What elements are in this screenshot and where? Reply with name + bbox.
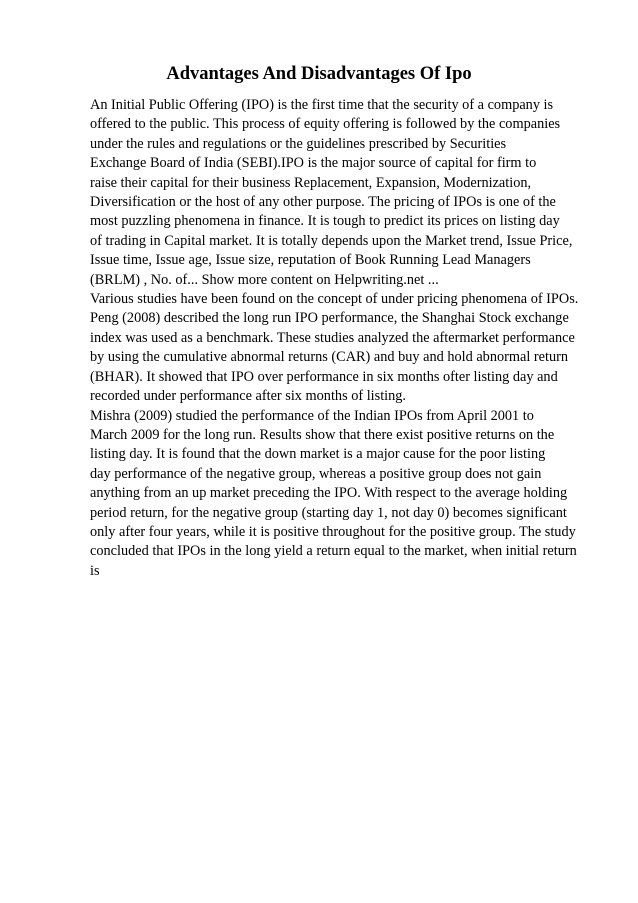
body-line: Mishra (2009) studied the performance of the Indian IPOs from April 2001 to (90, 407, 534, 424)
body-line: day performance of the negative group, whereas a positive group does not gain (90, 465, 542, 482)
body-line: An Initial Public Offering (IPO) is the first time that the security of a company is (90, 97, 554, 113)
body-line: raise their capital for their business Replacement, Expansion, Modernization, (90, 174, 532, 191)
body-line: by using the cumulative abnormal returns (CAR) and buy and hold abnormal return (90, 349, 569, 366)
body-line: Peng (2008) described the long run IPO performance, the Shanghai Stock exchange (90, 310, 569, 327)
body-line: of trading in Capital market. It is totally depends upon the Market trend, Issue Price, (90, 232, 573, 249)
body-line: is (90, 562, 100, 579)
body-line: March 2009 for the long run. Results show that there exist positive returns on the (90, 426, 555, 443)
document-title: Advantages And Disadvantages Of Ipo (166, 64, 472, 84)
body-line: Exchange Board of India (SEBI).IPO is the major source of capital for firm to (90, 155, 537, 172)
body-line: under the rules and regulations or the guidelines prescribed by Securities (90, 135, 507, 152)
body-line: (BHAR). It showed that IPO over performance in six months ofter listing day and (90, 368, 558, 385)
body-line: listing day. It is found that the down market is a major cause for the poor listing (90, 446, 546, 463)
body-line: index was used as a benchmark. These studies analyzed the aftermarket performance (90, 329, 575, 346)
body-line: only after four years, while it is positive throughout for the positive group. The study (90, 523, 576, 540)
body-line: offered to the public. This process of equity offering is followed by the companies (90, 116, 561, 133)
body-line: Various studies have been found on the concept of under pricing phenomena of IPOs. (90, 291, 579, 308)
body-line: recorded under performance after six months of listing. (90, 388, 407, 405)
body-line: most puzzling phenomena in finance. It is tough to predict its prices on listing day (90, 213, 560, 230)
body-line: (BRLM) , No. of... Show more content on Helpwriting.net ... (90, 271, 439, 288)
body-line: Diversification or the host of any other purpose. The pricing of IPOs is one of the (90, 194, 556, 211)
body-line: period return, for the negative group (starting day 1, not day 0) becomes significant (90, 504, 567, 521)
body-line: anything from an up market preceding the IPO. With respect to the average holding (90, 485, 568, 502)
document-body (90, 96, 600, 581)
body-line: Issue time, Issue age, Issue size, reputation of Book Running Lead Managers (90, 252, 531, 269)
body-line: concluded that IPOs in the long yield a return equal to the market, when initial return (90, 543, 577, 560)
